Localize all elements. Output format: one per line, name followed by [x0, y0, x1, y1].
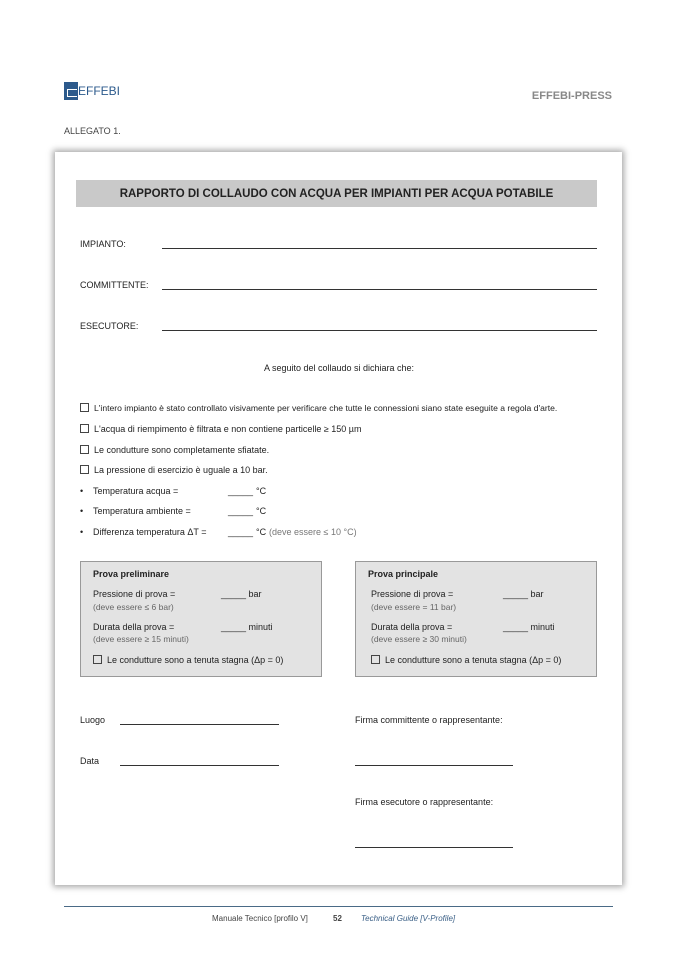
check-label: L'acqua di riempimento è filtrata e non contiene particelle ≥ 150 µm	[94, 424, 362, 434]
place-input[interactable]	[120, 724, 279, 725]
place-label: Luogo	[80, 715, 106, 725]
footer-left: Manuale Tecnico [profilo V]	[212, 914, 308, 923]
pressure-note: (deve essere ≤ 6 bar)	[93, 602, 174, 612]
check-label: La pressione di esercizio è uguale a 10 bar.	[94, 465, 268, 475]
checkbox[interactable]	[93, 655, 102, 664]
duration-blank[interactable]: _____ minuti	[503, 622, 555, 632]
temp-row: • Temperatura acqua = _____ °C	[80, 486, 267, 496]
box-title: Prova preliminare	[93, 569, 170, 579]
field-label-committente: COMMITTENTE:	[80, 280, 149, 290]
duration-note: (deve essere ≥ 30 minuti)	[371, 634, 467, 644]
temp-row: • Temperatura ambiente = _____ °C	[80, 506, 267, 516]
duration-blank[interactable]: _____ minuti	[221, 622, 273, 632]
check-label: L'intero impianto è stato controllato visivamente per verificare che tutte le connessioni siano state eseguite a regola d'arte.	[94, 403, 558, 413]
date-input[interactable]	[120, 765, 279, 766]
temp-unit: °C	[256, 527, 267, 537]
checkbox[interactable]	[80, 424, 89, 433]
temp-row: • Differenza temperatura ΔT = _____ °C (deve essere ≤ 10 °C)	[80, 527, 357, 537]
duration-note: (deve essere ≥ 15 minuti)	[93, 634, 189, 644]
check-item[interactable]	[80, 424, 362, 434]
duration-label: Durata della prova =	[371, 622, 453, 632]
logo-text: EFFEBI	[78, 84, 121, 98]
check-item[interactable]	[80, 445, 269, 455]
temp-unit: °C	[256, 506, 267, 516]
checkbox[interactable]	[80, 403, 89, 412]
checkbox[interactable]	[371, 655, 380, 664]
temp-label: Temperatura acqua =	[93, 486, 179, 496]
contractor-signature-label: Firma esecutore o rappresentante:	[355, 797, 494, 807]
contractor-signature-input[interactable]	[355, 847, 513, 848]
page-number: 52	[333, 914, 342, 923]
field-label-esecutore: ESECUTORE:	[80, 321, 139, 331]
duration-label: Durata della prova =	[93, 622, 175, 632]
tight-check[interactable]: Le condutture sono a tenuta stagna (Δp = 0)	[93, 655, 283, 665]
check-item[interactable]	[80, 465, 268, 475]
logo-mark-icon	[64, 82, 78, 100]
main-test-box	[355, 561, 597, 677]
temp-blank[interactable]: _____	[228, 527, 254, 537]
esecutore-input[interactable]	[162, 330, 597, 331]
temp-label: Differenza temperatura ΔT =	[93, 527, 207, 537]
declaration: A seguito del collaudo si dichiara che:	[263, 363, 415, 373]
check-item[interactable]	[80, 403, 557, 413]
client-signature-label: Firma committente o rappresentante:	[355, 715, 503, 725]
tight-check[interactable]: Le condutture sono a tenuta stagna (Δp = 0)	[371, 655, 561, 665]
temp-note: (deve essere ≤ 10 °C)	[269, 527, 357, 537]
temp-blank[interactable]: _____	[228, 486, 254, 496]
field-label-impianto: IMPIANTO:	[80, 239, 126, 249]
temp-unit: °C	[256, 486, 267, 496]
client-signature-input[interactable]	[355, 765, 513, 766]
check-label: Le condutture sono completamente sfiatate.	[94, 445, 270, 455]
checkbox[interactable]	[80, 445, 89, 454]
temp-label: Temperatura ambiente =	[93, 506, 191, 516]
effebi-logo	[64, 82, 120, 100]
preliminary-test-box	[80, 561, 322, 677]
committente-input[interactable]	[162, 289, 597, 290]
date-label: Data	[80, 756, 100, 766]
pressure-note: (deve essere = 11 bar)	[371, 602, 457, 612]
temp-blank[interactable]: _____	[228, 506, 254, 516]
pressure-blank[interactable]: _____ bar	[221, 589, 262, 599]
impianto-input[interactable]	[162, 248, 597, 249]
form-card	[55, 152, 622, 885]
footer-right: Technical Guide [V-Profile]	[361, 914, 456, 923]
footer-divider	[64, 906, 613, 907]
checkbox[interactable]	[80, 465, 89, 474]
attachment-label: ALLEGATO 1.	[64, 126, 121, 136]
box-title: Prova principale	[368, 569, 439, 579]
pressure-label: Pressione di prova =	[371, 589, 454, 599]
form-title: RAPPORTO DI COLLAUDO CON ACQUA PER IMPIANTI PER ACQUA POTABILE	[76, 180, 597, 207]
publisher: EFFEBI-PRESS	[531, 90, 612, 102]
pressure-blank[interactable]: _____ bar	[503, 589, 544, 599]
pressure-label: Pressione di prova =	[93, 589, 176, 599]
